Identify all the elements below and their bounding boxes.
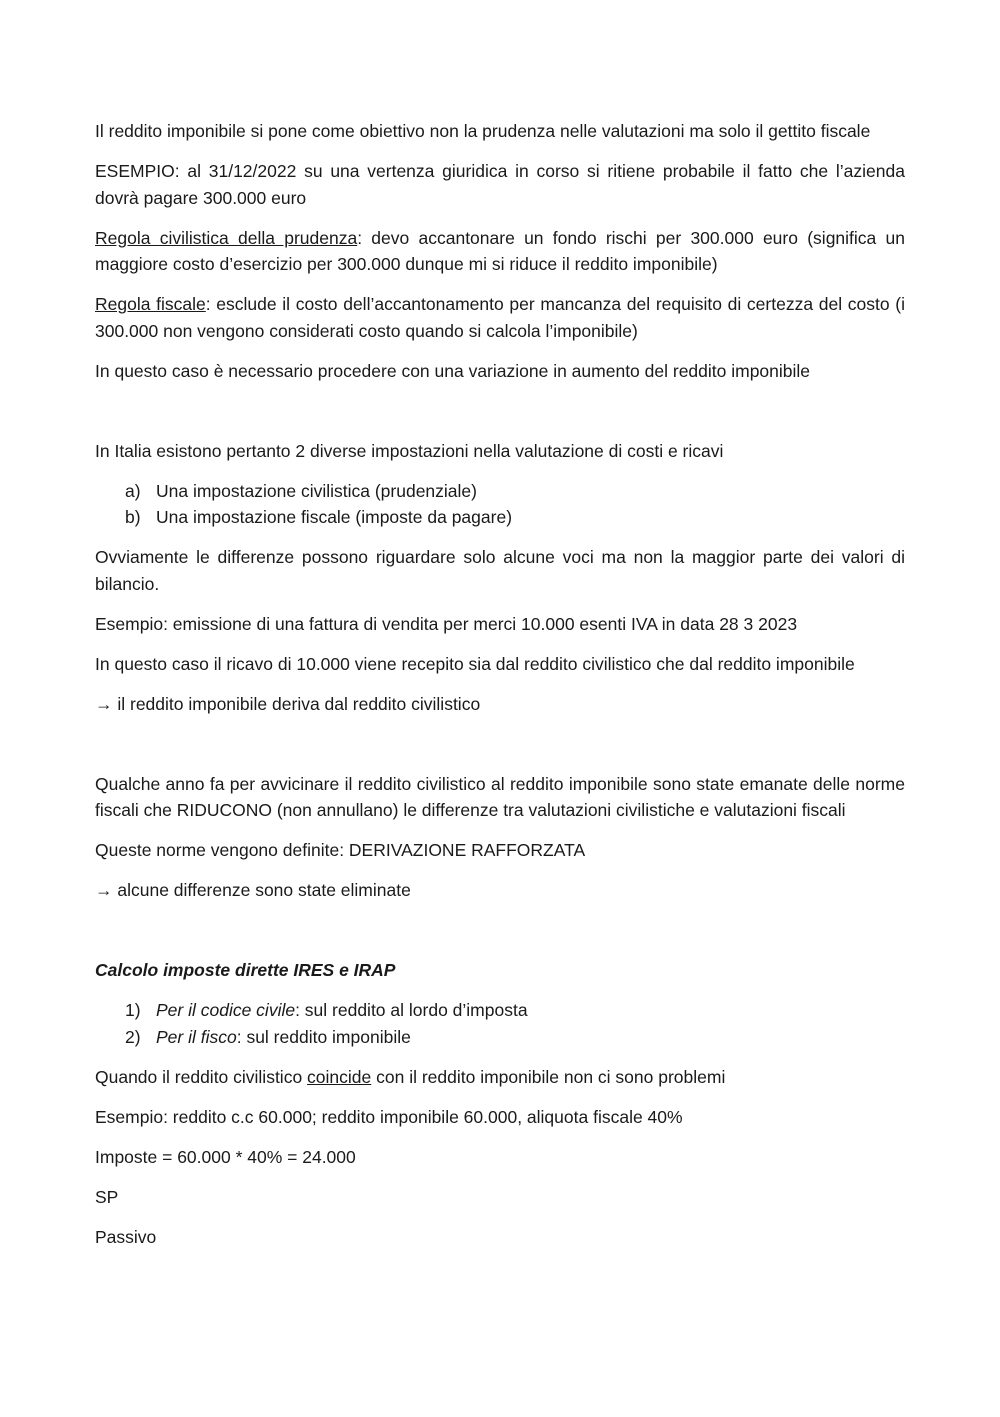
list-marker: 2)	[125, 1026, 141, 1047]
paragraph-derivazione: Queste norme vengono definite: DERIVAZIONE RAFFORZATA	[95, 840, 586, 860]
list-item-text: : sul reddito al lordo d’imposta	[295, 1000, 528, 1020]
list-marker: a)	[125, 480, 141, 501]
paragraph-imposte: Imposte = 60.000 * 40% = 24.000	[95, 1146, 356, 1167]
paragraph-intro: Il reddito imponibile si pone come obiettivo non la prudenza nelle valutazioni ma solo il gettito fiscale	[95, 121, 871, 141]
paragraph-ricavo: In questo caso il ricavo di 10.000 viene recepito sia dal reddito civilistico che dal reddito imponibile	[95, 653, 855, 674]
coincide-before: Quando il reddito civilistico	[95, 1066, 308, 1087]
coincide-underlined: coincide	[307, 1066, 372, 1087]
paragraph-passivo: Passivo	[95, 1226, 157, 1247]
list-item-text: Una impostazione civilistica (prudenziale)	[156, 480, 477, 501]
paragraph-example-fattura: Esempio: emissione di una fattura di vendita per merci 10.000 esenti IVA in data 28 3 2023	[95, 613, 798, 634]
paragraph-eliminate: → alcune differenze sono state eliminate	[95, 880, 411, 900]
paragraph-sp: SP	[95, 1186, 119, 1207]
spacer	[95, 917, 905, 957]
paragraph-example-vertenza: ESEMPIO: al 31/12/2022 su una vertenza giuridica in corso si ritiene probabile il fatto che l’azienda dovrà pagare 300.000 euro	[95, 161, 905, 208]
list-item	[95, 997, 905, 1024]
list-item	[95, 478, 905, 505]
paragraph-regola-civilistica	[95, 225, 905, 278]
paragraph-variazione: In questo caso è necessario procedere con una variazione in aumento del reddito imponibile	[95, 360, 811, 381]
list-item	[95, 504, 905, 531]
paragraph-differenze: Ovviamente le differenze possono riguardare solo alcune voci ma non la maggior parte dei valori di bilancio.	[95, 547, 905, 594]
section-heading: Calcolo imposte dirette IRES e IRAP	[95, 960, 396, 980]
impostazioni-list	[95, 478, 905, 531]
list-item-text: : sul reddito imponibile	[236, 1026, 411, 1047]
list-marker: 1)	[125, 1000, 141, 1020]
regola-civilistica-label: Regola civilistica della prudenza	[95, 227, 358, 248]
paragraph-regola-fiscale	[95, 291, 905, 344]
list-item-label: Per il codice civile	[156, 1000, 296, 1020]
spacer	[95, 398, 905, 438]
list-marker: b)	[125, 507, 141, 527]
paragraph-example-reddito: Esempio: reddito c.c 60.000; reddito imponibile 60.000, aliquota fiscale 40%	[95, 1106, 683, 1127]
coincide-after: con il reddito imponibile non ci sono problemi	[371, 1066, 726, 1087]
regola-fiscale-text: : esclude il costo dell’accantonamento per mancanza del requisito di certezza del costo (i 300.000 non vengono considerati costo quando si calcola l’imponibile)	[95, 294, 905, 341]
document-page	[95, 118, 905, 1264]
list-item-label: Per il fisco	[156, 1026, 237, 1047]
regola-fiscale-label: Regola fiscale	[95, 294, 206, 314]
paragraph-impostazioni: In Italia esistono pertanto 2 diverse impostazioni nella valutazione di costi e ricavi	[95, 440, 724, 461]
spacer	[95, 731, 905, 771]
paragraph-coincide	[95, 1064, 905, 1091]
regola-civilistica-text: : devo accantonare un fondo rischi per 300.000 euro (significa un maggiore costo d’esercizio per 300.000 dunque mi si riduce il reddito imponibile)	[95, 227, 905, 274]
list-item	[95, 1024, 905, 1051]
paragraph-deriva: → il reddito imponibile deriva dal reddito civilistico	[95, 693, 481, 714]
list-item-text: Una impostazione fiscale (imposte da pagare)	[156, 507, 513, 527]
paragraph-norme-fiscali: Qualche anno fa per avvicinare il reddito civilistico al reddito imponibile sono state emanate delle norme fiscali che RIDUCONO (non annullano) le differenze tra valutazioni civilistiche e valutazioni fiscali	[95, 773, 905, 820]
calcolo-list	[95, 997, 905, 1050]
